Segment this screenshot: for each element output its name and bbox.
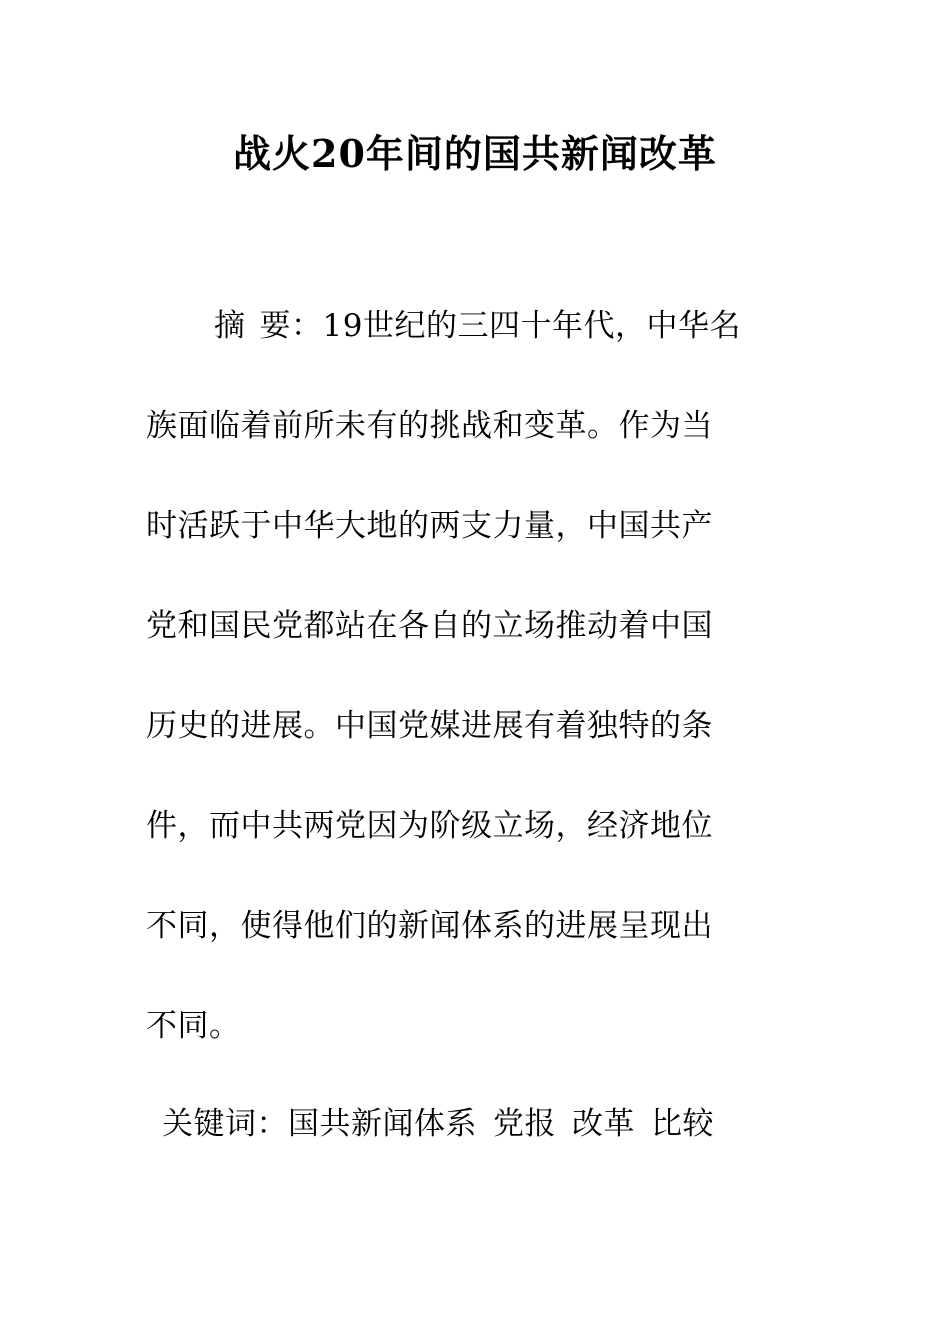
abstract-line-7: 不同，使得他们的新闻体系的进展呈现出 xyxy=(146,908,713,944)
abstract-line-2: 族面临着前所未有的挑战和变革。作为当 xyxy=(146,408,713,444)
keyword-item: 改革 xyxy=(572,1106,635,1142)
abstract-line-1: 19世纪的三四十年代，中华名 xyxy=(322,308,741,344)
keyword-item: 国共新闻体系 xyxy=(288,1106,477,1142)
keyword-item: 比较 xyxy=(651,1106,714,1142)
keywords-line xyxy=(162,1102,714,1146)
abstract-line-5: 历史的进展。中国党媒进展有着独特的条 xyxy=(146,708,713,744)
abstract-label-part1: 摘 xyxy=(214,308,246,344)
abstract-line-4: 党和国民党都站在各自的立场推动着中国 xyxy=(146,608,713,644)
abstract-label-part2: 要： xyxy=(259,308,323,344)
abstract-first-line xyxy=(214,304,741,348)
keywords-label: 关键词： xyxy=(162,1106,288,1142)
abstract-line-8: 不同。 xyxy=(146,1008,241,1044)
keyword-item: 党报 xyxy=(493,1106,556,1142)
abstract-line-3: 时活跃于中华大地的两支力量，中国共产 xyxy=(146,508,713,544)
abstract-line-6: 件，而中共两党因为阶级立场，经济地位 xyxy=(146,808,713,844)
document-title: 战火20年间的国共新闻改革 xyxy=(233,131,717,176)
